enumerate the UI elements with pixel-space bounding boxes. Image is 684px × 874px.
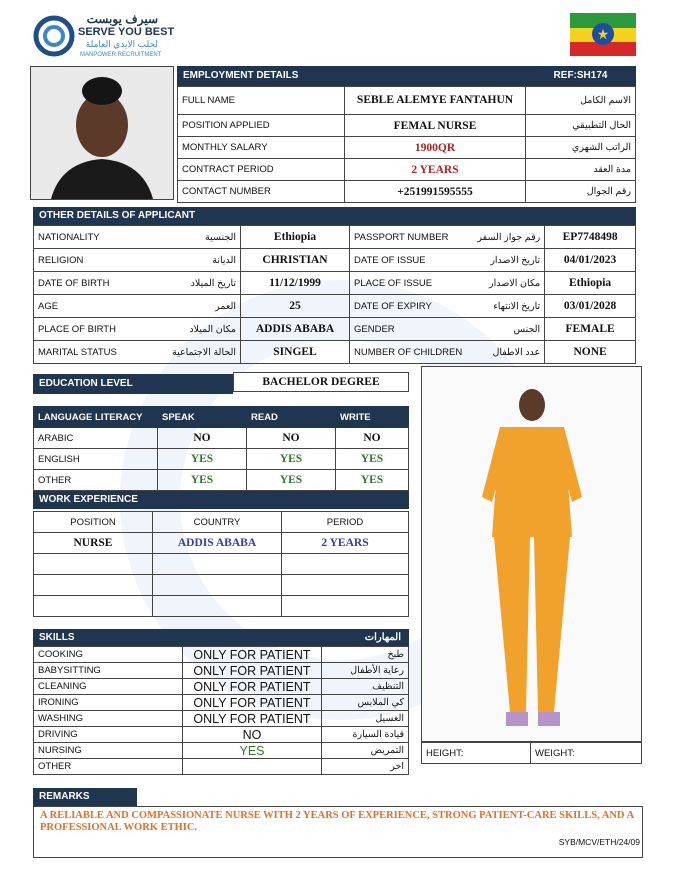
other-read: YES bbox=[247, 470, 336, 491]
remarks-header: REMARKS bbox=[33, 788, 137, 806]
english-write: YES bbox=[336, 449, 409, 470]
value-religion: CHRISTIAN bbox=[241, 249, 350, 272]
label-nationality: NATIONALITY bbox=[34, 226, 133, 249]
table-row bbox=[34, 470, 409, 491]
label-full-name: FULL NAME bbox=[178, 87, 345, 115]
work-country: ADDIS ABABA bbox=[153, 533, 282, 554]
ar-children: عدد الاطفال bbox=[466, 341, 545, 364]
value-passport: EP7748498 bbox=[545, 226, 636, 249]
value-children: NONE bbox=[545, 341, 636, 364]
brand-arabic-sub: لجلب الايدي العاملة bbox=[85, 39, 158, 49]
employment-title: EMPLOYMENT DETAILS bbox=[183, 70, 299, 81]
label-marital: MARITAL STATUS bbox=[34, 341, 133, 364]
measurements-table bbox=[421, 742, 642, 764]
skill-driving-ar: قيادة السيارة bbox=[322, 727, 409, 743]
header-read: READ bbox=[247, 407, 336, 428]
skill-other: OTHER bbox=[34, 759, 183, 775]
table-header-row bbox=[34, 512, 409, 533]
ar-full-name: الاسم الكامل bbox=[526, 87, 636, 115]
skills-table bbox=[33, 646, 409, 775]
lang-arabic: ARABIC bbox=[34, 428, 158, 449]
work-position: NURSE bbox=[34, 533, 153, 554]
value-full-name: SEBLE ALEMYE FANTAHUN bbox=[345, 87, 526, 115]
value-issue-date: 04/01/2023 bbox=[545, 249, 636, 272]
arabic-speak: NO bbox=[158, 428, 247, 449]
other-details-table bbox=[33, 225, 636, 364]
table-row bbox=[34, 533, 409, 554]
value-expiry: 03/01/2028 bbox=[545, 295, 636, 318]
skill-washing: WASHING bbox=[34, 711, 183, 727]
label-issue-date: DATE OF ISSUE bbox=[350, 249, 467, 272]
value-marital: SINGEL bbox=[241, 341, 350, 364]
ar-issue-place: مكان الاصدار bbox=[466, 272, 545, 295]
skill-babysitting-ar: رعاية الأطفال bbox=[322, 663, 409, 679]
value-nationality: Ethiopia bbox=[241, 226, 350, 249]
ar-position: الحال التطبيقي bbox=[526, 115, 636, 137]
table-row bbox=[34, 449, 409, 470]
ar-marital: الحالة الاجتماعية bbox=[132, 341, 241, 364]
label-contract: CONTRACT PERIOD bbox=[178, 159, 345, 181]
skill-nursing-value: YES bbox=[183, 743, 322, 759]
education-value: BACHELOR DEGREE bbox=[233, 372, 409, 392]
skills-title-ar: المهارات bbox=[364, 632, 401, 643]
skill-ironing-value: ONLY FOR PATIENT bbox=[183, 695, 322, 711]
ar-birth-place: مكان الميلاد bbox=[132, 318, 241, 341]
employment-table bbox=[177, 86, 636, 203]
education-label: EDUCATION LEVEL bbox=[33, 374, 233, 394]
label-gender: GENDER bbox=[350, 318, 467, 341]
label-issue-place: PLACE OF ISSUE bbox=[350, 272, 467, 295]
table-row bbox=[34, 428, 409, 449]
ar-issue-date: تاريخ الاصدار bbox=[466, 249, 545, 272]
skill-babysitting-value: ONLY FOR PATIENT bbox=[183, 663, 322, 679]
remarks-box bbox=[33, 806, 643, 858]
table-row bbox=[34, 341, 636, 364]
skill-washing-value: ONLY FOR PATIENT bbox=[183, 711, 322, 727]
skill-washing-ar: الغسيل bbox=[322, 711, 409, 727]
table-row bbox=[178, 181, 636, 203]
label-religion: RELIGION bbox=[34, 249, 133, 272]
header-country: COUNTRY bbox=[153, 512, 282, 533]
table-row bbox=[422, 743, 642, 764]
height-label: HEIGHT: bbox=[422, 743, 531, 764]
logo-icon bbox=[32, 14, 76, 58]
table-row bbox=[34, 711, 409, 727]
applicant-photo bbox=[30, 66, 174, 200]
ref-number: REF:SH174 bbox=[525, 66, 636, 86]
ar-passport: رقم جواز السفر bbox=[466, 226, 545, 249]
ethiopia-flag bbox=[570, 13, 636, 56]
table-row bbox=[34, 226, 636, 249]
flag-emblem-icon: ★ bbox=[592, 23, 614, 45]
label-position: POSITION APPLIED bbox=[178, 115, 345, 137]
full-body-photo bbox=[421, 366, 642, 742]
work-experience-header: WORK EXPERIENCE bbox=[33, 491, 409, 509]
header-language: LANGUAGE LITERACY bbox=[34, 407, 158, 428]
ar-dob: تاريخ الميلاد bbox=[132, 272, 241, 295]
skill-cooking-ar: طبخ bbox=[322, 647, 409, 663]
other-details-header: OTHER DETAILS OF APPLICANT bbox=[33, 207, 636, 225]
remarks-text: A RELIABLE AND COMPASSIONATE NURSE WITH 2 YEARS OF EXPERIENCE, STRONG PATIENT-CARE SKILLS, AND A PROFESSIONAL WORK ETHIC. bbox=[40, 810, 634, 833]
table-row bbox=[34, 596, 409, 617]
arabic-read: NO bbox=[247, 428, 336, 449]
skill-other-value bbox=[183, 759, 322, 775]
english-read: YES bbox=[247, 449, 336, 470]
skill-driving-value: NO bbox=[183, 727, 322, 743]
value-dob: 11/12/1999 bbox=[241, 272, 350, 295]
table-row bbox=[178, 159, 636, 181]
table-row bbox=[34, 272, 636, 295]
skill-cleaning: CLEANING bbox=[34, 679, 183, 695]
value-salary: 1900QR bbox=[345, 137, 526, 159]
skill-babysitting: BABYSITTING bbox=[34, 663, 183, 679]
table-row bbox=[34, 318, 636, 341]
label-birth-place: PLACE OF BIRTH bbox=[34, 318, 133, 341]
skill-cleaning-value: ONLY FOR PATIENT bbox=[183, 679, 322, 695]
label-expiry: DATE OF EXPIRY bbox=[350, 295, 467, 318]
brand-sub: MANPOWER RECRUITMENT bbox=[80, 52, 162, 58]
ar-salary: الراتب الشهري bbox=[526, 137, 636, 159]
work-experience-table bbox=[33, 511, 409, 617]
brand-arabic: سيرف يوبست bbox=[86, 12, 158, 26]
skill-other-ar: اخر bbox=[322, 759, 409, 775]
skill-nursing: NURSING bbox=[34, 743, 183, 759]
value-contact: +251991595555 bbox=[345, 181, 526, 203]
skill-nursing-ar: التمريض bbox=[322, 743, 409, 759]
table-row bbox=[34, 663, 409, 679]
value-position: FEMAL NURSE bbox=[345, 115, 526, 137]
reference-code: SYB/MCV/ETH/24/09 bbox=[558, 837, 640, 847]
skill-cleaning-ar: التنظيف bbox=[322, 679, 409, 695]
value-birth-place: ADDIS ABABA bbox=[241, 318, 350, 341]
english-speak: YES bbox=[158, 449, 247, 470]
lang-other: OTHER bbox=[34, 470, 158, 491]
skill-driving: DRIVING bbox=[34, 727, 183, 743]
header-position: POSITION bbox=[34, 512, 153, 533]
table-row bbox=[34, 295, 636, 318]
language-table bbox=[33, 406, 409, 491]
skill-cooking: COOKING bbox=[34, 647, 183, 663]
table-row bbox=[34, 249, 636, 272]
header-speak: SPEAK bbox=[158, 407, 247, 428]
arabic-write: NO bbox=[336, 428, 409, 449]
value-issue-place: Ethiopia bbox=[545, 272, 636, 295]
label-salary: MONTHLY SALARY bbox=[178, 137, 345, 159]
table-row bbox=[34, 695, 409, 711]
ar-nationality: الجنسية bbox=[132, 226, 241, 249]
label-contact: CONTACT NUMBER bbox=[178, 181, 345, 203]
work-period: 2 YEARS bbox=[282, 533, 409, 554]
skill-ironing-ar: كي الملابس bbox=[322, 695, 409, 711]
label-children: NUMBER OF CHILDREN bbox=[350, 341, 467, 364]
table-row bbox=[34, 759, 409, 775]
label-dob: DATE OF BIRTH bbox=[34, 272, 133, 295]
value-gender: FEMALE bbox=[545, 318, 636, 341]
ar-contact: رقم الجوال bbox=[526, 181, 636, 203]
table-row bbox=[34, 727, 409, 743]
lang-english: ENGLISH bbox=[34, 449, 158, 470]
ar-age: العمر bbox=[132, 295, 241, 318]
table-row bbox=[34, 743, 409, 759]
label-passport: PASSPORT NUMBER bbox=[350, 226, 467, 249]
value-contract: 2 YEARS bbox=[345, 159, 526, 181]
brand-logo bbox=[32, 12, 175, 64]
header-period: PERIOD bbox=[282, 512, 409, 533]
label-age: AGE bbox=[34, 295, 133, 318]
other-speak: YES bbox=[158, 470, 247, 491]
ar-contract: مدة العقد bbox=[526, 159, 636, 181]
skill-ironing: IRONING bbox=[34, 695, 183, 711]
table-row bbox=[178, 115, 636, 137]
table-row bbox=[34, 647, 409, 663]
brand-name: SERVE YOU BEST bbox=[78, 26, 175, 38]
table-row bbox=[178, 87, 636, 115]
table-row bbox=[34, 575, 409, 596]
skills-header: SKILLS المهارات bbox=[33, 629, 409, 646]
table-row bbox=[178, 137, 636, 159]
skill-cooking-value: ONLY FOR PATIENT bbox=[183, 647, 322, 663]
other-write: YES bbox=[336, 470, 409, 491]
employment-header bbox=[177, 66, 525, 86]
table-row bbox=[34, 554, 409, 575]
value-age: 25 bbox=[241, 295, 350, 318]
ar-expiry: تاريخ الانتهاء bbox=[466, 295, 545, 318]
ar-religion: الديانة bbox=[132, 249, 241, 272]
weight-label: WEIGHT: bbox=[531, 743, 642, 764]
header-write: WRITE bbox=[336, 407, 409, 428]
table-header-row bbox=[34, 407, 409, 428]
ar-gender: الجنس bbox=[466, 318, 545, 341]
table-row bbox=[34, 679, 409, 695]
